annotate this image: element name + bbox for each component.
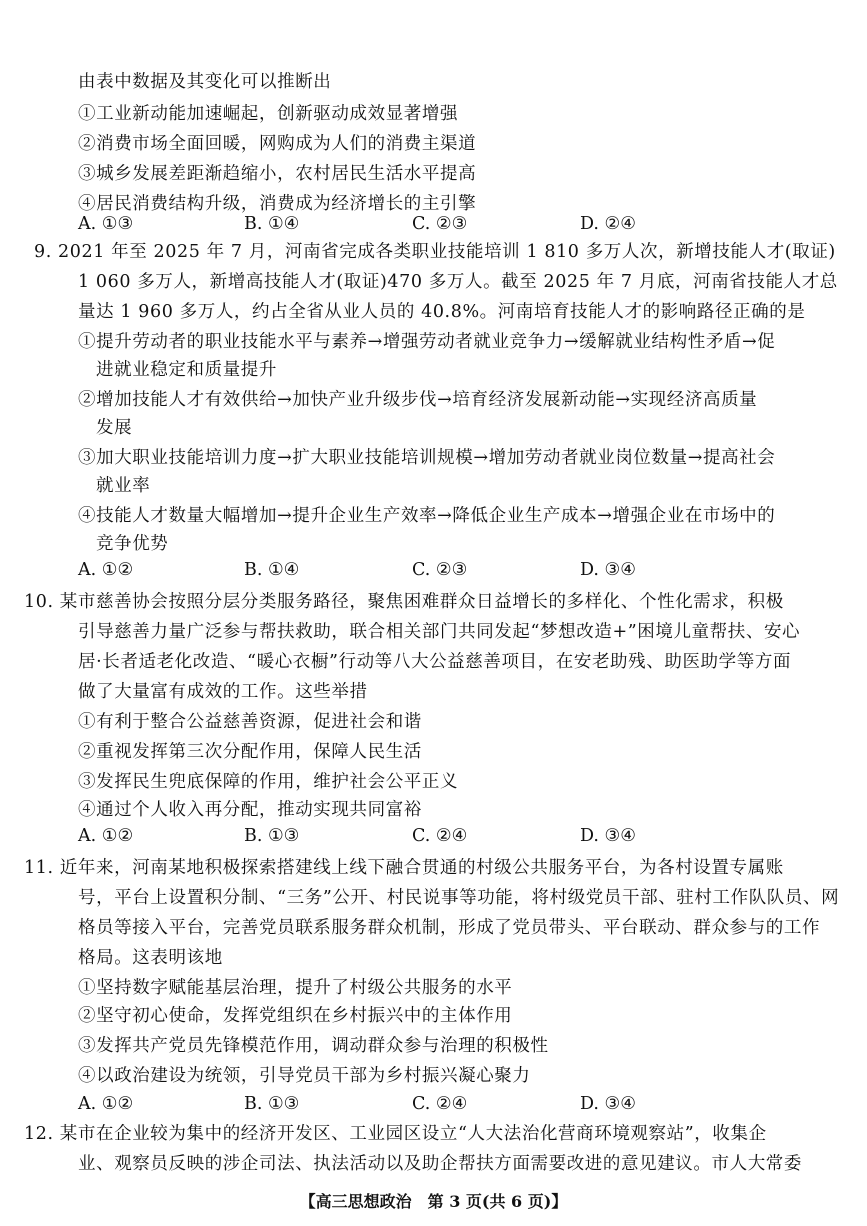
q11-option-c: C. ②④ (412, 1094, 468, 1114)
q11-stem-line-2: 号，平台上设置积分制、“三务”公开、村民说事等功能，将村级党员干部、驻村工作队队员、网 (78, 888, 840, 908)
q9-item-1-line-1: ①提升劳动者的职业技能水平与素养→增强劳动者就业竞争力→缓解就业结构性矛盾→促 (78, 332, 776, 352)
q11-item-4: ④以政治建设为统领，引导党员干部为乡村振兴凝心聚力 (78, 1066, 531, 1086)
q11-item-1: ①坚持数字赋能基层治理，提升了村级公共服务的水平 (78, 978, 513, 998)
q11-stem-line-1: 11. 近年来，河南某地积极探索搭建线上线下融合贯通的村级公共服务平台，为各村设置专属账 (24, 858, 784, 878)
q8-option-a: A. ①③ (78, 214, 134, 234)
q10-stem-line-2: 引导慈善力量广泛参与帮扶救助，联合相关部门共同发起“梦想改造+”困境儿童帮扶、安心 (78, 622, 801, 642)
q9-item-3-line-1: ③加大职业技能培训力度→扩大职业技能培训规模→增加劳动者就业岗位数量→提高社会 (78, 448, 776, 468)
q9-item-4-line-1: ④技能人才数量大幅增加→提升企业生产效率→降低企业生产成本→增强企业在市场中的 (78, 506, 776, 526)
q11-stem-line-4: 格局。这表明该地 (78, 948, 223, 968)
q12-stem-line-1: 12. 某市在企业较为集中的经济开发区、工业园区设立“人大法治化营商环境观察站”，收集企 (24, 1124, 767, 1144)
q9-stem-line-2: 1 060 多万人，新增高技能人才(取证)470 多万人。截至 2025 年 7 月底，河南省技能人才总 (78, 272, 838, 292)
q9-stem-line-1: 9. 2021 年至 2025 年 7 月，河南省完成各类职业技能培训 1 810 多万人次，新增技能人才(取证) (34, 242, 836, 262)
q8-option-d: D. ②④ (580, 214, 636, 234)
q9-item-1-line-2: 进就业稳定和质量提升 (96, 360, 277, 380)
q9-option-c: C. ②③ (412, 560, 468, 580)
q10-stem-line-4: 做了大量富有成效的工作。这些举措 (78, 682, 368, 702)
q11-item-3: ③发挥共产党员先锋模范作用，调动群众参与治理的积极性 (78, 1036, 549, 1056)
q10-item-1: ①有利于整合公益慈善资源，促进社会和谐 (78, 712, 422, 732)
q11-item-2: ②坚守初心使命，发挥党组织在乡村振兴中的主体作用 (78, 1006, 513, 1026)
q10-option-c: C. ②④ (412, 826, 468, 846)
q10-item-2: ②重视发挥第三次分配作用，保障人民生活 (78, 742, 422, 762)
q8-item-4: ④居民消费结构升级，消费成为经济增长的主引擎 (78, 194, 477, 214)
q11-option-a: A. ①② (78, 1094, 134, 1114)
q10-stem-line-1: 10. 某市慈善协会按照分层分类服务路径，聚焦困难群众日益增长的多样化、个性化需求，积极 (24, 592, 784, 612)
q9-item-2-line-1: ②增加技能人才有效供给→加快产业升级步伐→培育经济发展新动能→实现经济高质量 (78, 390, 758, 410)
q8-stem: 由表中数据及其变化可以推断出 (78, 72, 332, 92)
q10-option-b: B. ①③ (244, 826, 300, 846)
q10-item-3: ③发挥民生兜底保障的作用，维护社会公平正义 (78, 772, 459, 792)
page-footer: 【高三思想政治 第 3 页(共 6 页)】 (299, 1192, 568, 1211)
q11-option-b: B. ①③ (244, 1094, 300, 1114)
q11-stem-line-3: 格员等接入平台，完善党员联系服务群众机制，形成了党员带头、平台联动、群众参与的工作 (78, 918, 821, 938)
q9-item-2-line-2: 发展 (96, 418, 133, 438)
q8-item-3: ③城乡发展差距渐趋缩小，农村居民生活水平提高 (78, 164, 477, 184)
q10-option-a: A. ①② (78, 826, 134, 846)
q10-item-4: ④通过个人收入再分配，推动实现共同富裕 (78, 800, 422, 820)
q8-item-2: ②消费市场全面回暖，网购成为人们的消费主渠道 (78, 134, 477, 154)
q9-item-4-line-2: 竞争优势 (96, 534, 169, 554)
q9-stem-line-3: 量达 1 960 多万人，约占全省从业人员的 40.8%。河南培育技能人才的影响路径正确的是 (78, 302, 806, 322)
q10-stem-line-3: 居·长者适老化改造、“暖心衣橱”行动等八大公益慈善项目，在安老助残、助医助学等方面 (78, 652, 792, 672)
q8-item-1: ①工业新动能加速崛起，创新驱动成效显著增强 (78, 104, 459, 124)
q9-option-d: D. ③④ (580, 560, 636, 580)
q8-option-c: C. ②③ (412, 214, 468, 234)
q12-stem-line-2: 业、观察员反映的涉企司法、执法活动以及助企帮扶方面需要改进的意见建议。市人大常委 (78, 1154, 802, 1174)
q8-option-b: B. ①④ (244, 214, 300, 234)
q10-option-d: D. ③④ (580, 826, 636, 846)
q9-item-3-line-2: 就业率 (96, 476, 151, 496)
q11-option-d: D. ③④ (580, 1094, 636, 1114)
q9-option-a: A. ①② (78, 560, 134, 580)
q9-option-b: B. ①④ (244, 560, 300, 580)
